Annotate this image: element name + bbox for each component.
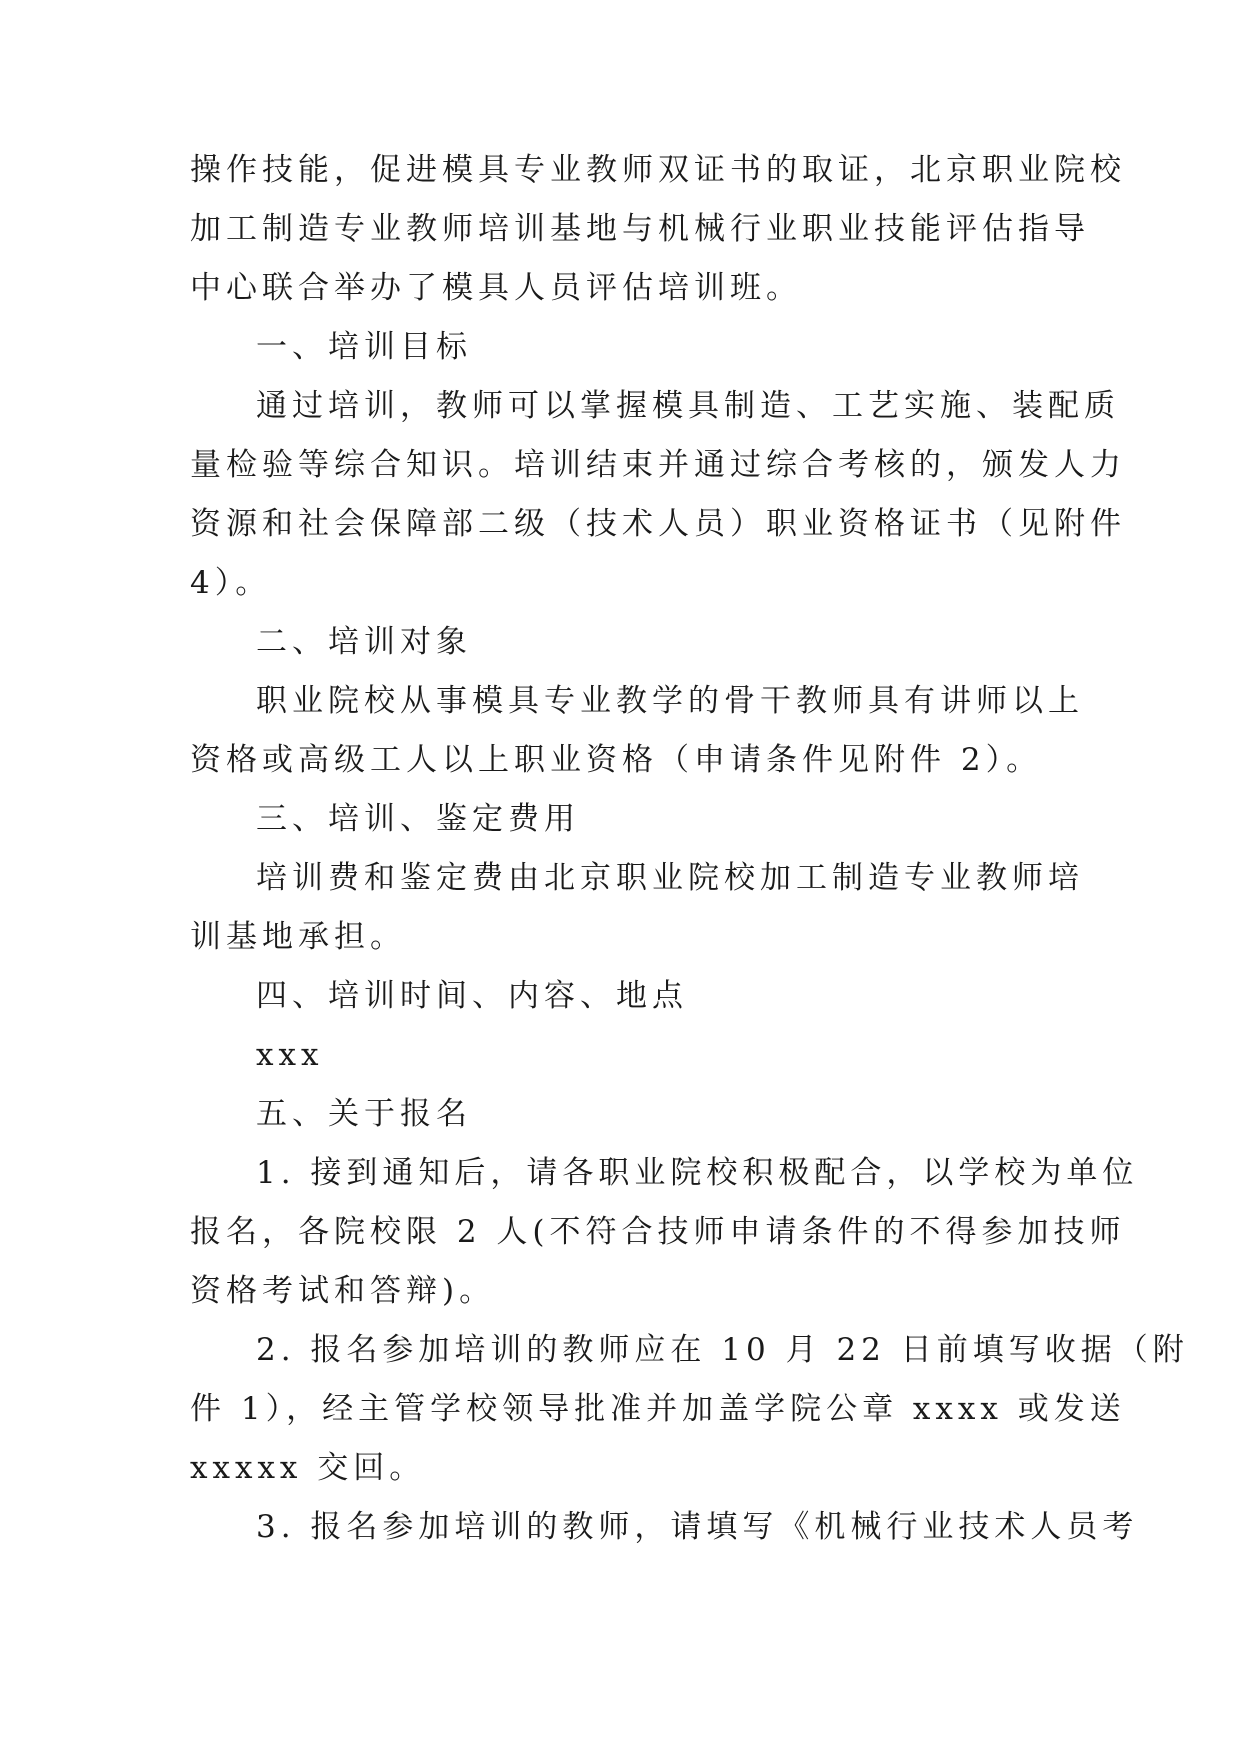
section-heading-3: 三、培训、鉴定费用 <box>256 801 580 837</box>
body-line: 通过培训，教师可以掌握模具制造、工艺实施、装配质 <box>256 388 1120 424</box>
body-line: xxx <box>256 1037 324 1073</box>
body-line: xxxxx 交回。 <box>190 1450 426 1486</box>
section-heading-2: 二、培训对象 <box>256 624 472 660</box>
section-heading-1: 一、培训目标 <box>256 329 472 365</box>
list-item-2: 2. 报名参加培训的教师应在 10 月 22 日前填写收据（附 <box>256 1332 1189 1368</box>
list-item-3: 3. 报名参加培训的教师，请填写《机械行业技术人员考 <box>256 1509 1139 1545</box>
body-line: 报名，各院校限 2 人(不符合技师申请条件的不得参加技师 <box>190 1214 1126 1250</box>
list-item-1: 1. 接到通知后，请各职业院校积极配合，以学校为单位 <box>256 1155 1139 1191</box>
body-line: 资格考试和答辩)。 <box>190 1273 496 1309</box>
body-line: 职业院校从事模具专业教学的骨干教师具有讲师以上 <box>256 683 1084 719</box>
body-line: 4）。 <box>190 565 272 601</box>
section-heading-5: 五、关于报名 <box>256 1096 472 1132</box>
body-line: 量检验等综合知识。培训结束并通过综合考核的，颁发人力 <box>190 447 1126 483</box>
body-line: 培训费和鉴定费由北京职业院校加工制造专业教师培 <box>256 860 1084 896</box>
body-line: 资格或高级工人以上职业资格（申请条件见附件 2）。 <box>190 742 1043 778</box>
section-heading-4: 四、培训时间、内容、地点 <box>256 978 688 1014</box>
body-line: 中心联合举办了模具人员评估培训班。 <box>190 270 802 306</box>
body-line: 操作技能，促进模具专业教师双证书的取证，北京职业院校 <box>190 152 1126 188</box>
body-line: 训基地承担。 <box>190 919 406 955</box>
body-line: 件 1），经主管学校领导批准并加盖学院公章 xxxx 或发送 <box>190 1391 1126 1427</box>
body-line: 加工制造专业教师培训基地与机械行业职业技能评估指导 <box>190 211 1090 247</box>
body-line: 资源和社会保障部二级（技术人员）职业资格证书（见附件 <box>190 506 1126 542</box>
